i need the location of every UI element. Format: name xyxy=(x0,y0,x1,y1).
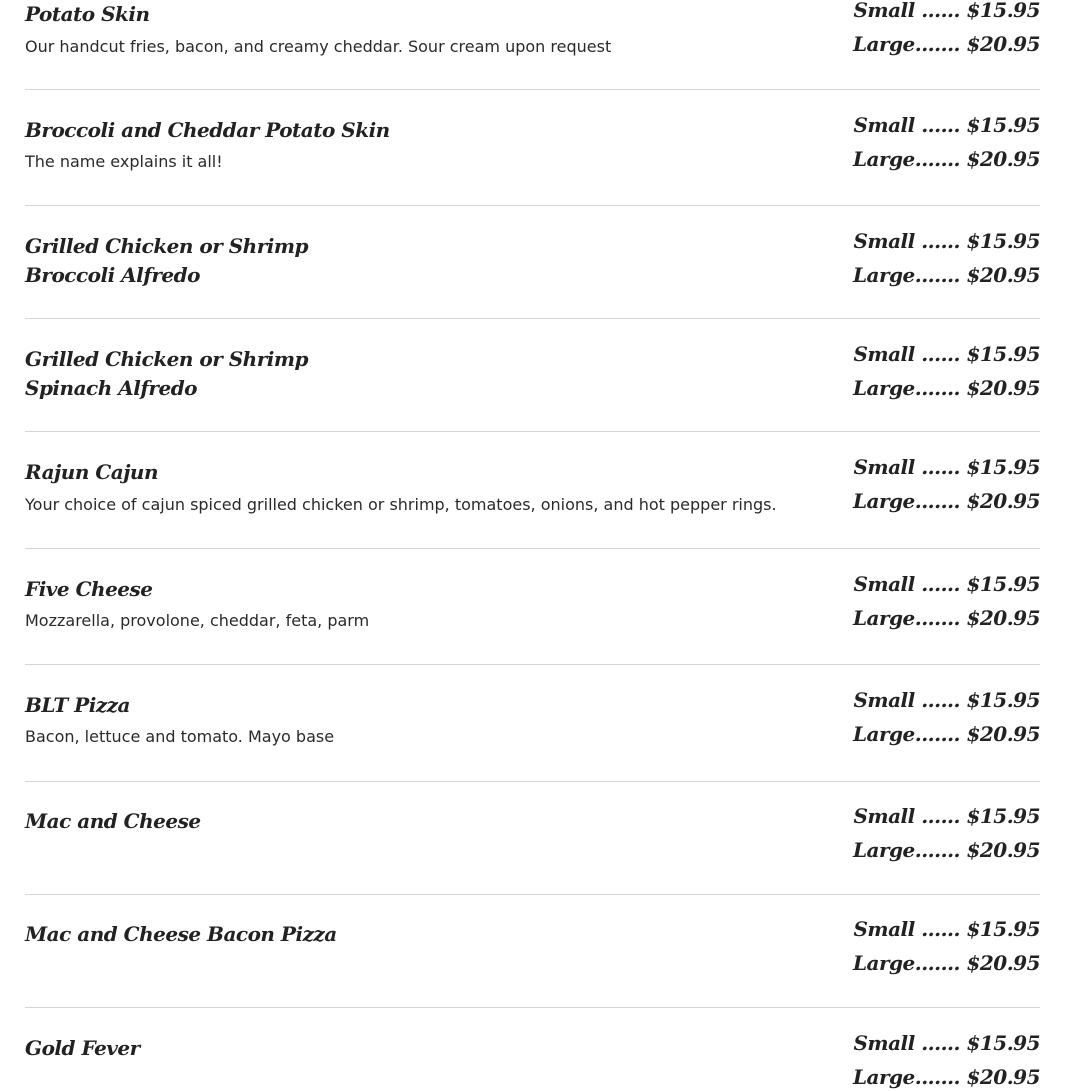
price-small: Small ...... $15.95 xyxy=(853,229,1040,253)
price-small: Small ...... $15.95 xyxy=(853,804,1040,828)
price-small: Small ...... $15.95 xyxy=(853,113,1040,137)
divider xyxy=(25,1007,1040,1008)
price-large: Large....... $20.95 xyxy=(852,1065,1040,1089)
price-small: Small ...... $15.95 xyxy=(853,0,1040,22)
price-small: Small ...... $15.95 xyxy=(853,572,1040,596)
item-name: Rajun Cajun xyxy=(25,460,159,484)
item-description: Bacon, lettuce and tomato. Mayo base xyxy=(25,727,335,746)
item-name-line-1: Grilled Chicken or Shrimp xyxy=(25,234,309,258)
divider xyxy=(25,205,1040,206)
price-small: Small ...... $15.95 xyxy=(853,1031,1040,1055)
item-description: Your choice of cajun spiced grilled chicken or shrimp, tomatoes, onions, and hot pepper rings. xyxy=(25,495,777,514)
price-small: Small ...... $15.95 xyxy=(853,917,1040,941)
price-large: Large....... $20.95 xyxy=(852,722,1040,746)
price-large: Large....... $20.95 xyxy=(852,376,1040,400)
price-small: Small ...... $15.95 xyxy=(853,688,1040,712)
item-name: Mac and Cheese Bacon Pizza xyxy=(25,922,337,946)
divider xyxy=(25,548,1040,549)
divider xyxy=(25,664,1040,665)
item-name: Broccoli and Cheddar Potato Skin xyxy=(25,118,390,142)
item-description: The name explains it all! xyxy=(25,152,223,171)
price-large: Large....... $20.95 xyxy=(852,32,1040,56)
item-name: Gold Fever xyxy=(25,1036,140,1060)
item-name: BLT Pizza xyxy=(25,693,130,717)
price-large: Large....... $20.95 xyxy=(852,951,1040,975)
divider xyxy=(25,894,1040,895)
divider xyxy=(25,431,1040,432)
divider xyxy=(25,318,1040,319)
item-name-line-2: Spinach Alfredo xyxy=(25,376,198,400)
item-description: Mozzarella, provolone, cheddar, feta, parm xyxy=(25,611,370,630)
price-large: Large....... $20.95 xyxy=(852,263,1040,287)
price-large: Large....... $20.95 xyxy=(852,147,1040,171)
item-name: Potato Skin xyxy=(25,2,150,26)
item-name-line-1: Grilled Chicken or Shrimp xyxy=(25,347,309,371)
divider xyxy=(25,781,1040,782)
item-name: Mac and Cheese xyxy=(25,809,201,833)
price-small: Small ...... $15.95 xyxy=(853,342,1040,366)
item-name-line-2: Broccoli Alfredo xyxy=(25,263,200,287)
price-large: Large....... $20.95 xyxy=(852,838,1040,862)
divider xyxy=(25,89,1040,90)
price-small: Small ...... $15.95 xyxy=(853,455,1040,479)
item-description: Our handcut fries, bacon, and creamy cheddar. Sour cream upon request xyxy=(25,37,612,56)
price-large: Large....... $20.95 xyxy=(852,489,1040,513)
item-name: Five Cheese xyxy=(25,577,153,601)
price-large: Large....... $20.95 xyxy=(852,606,1040,630)
